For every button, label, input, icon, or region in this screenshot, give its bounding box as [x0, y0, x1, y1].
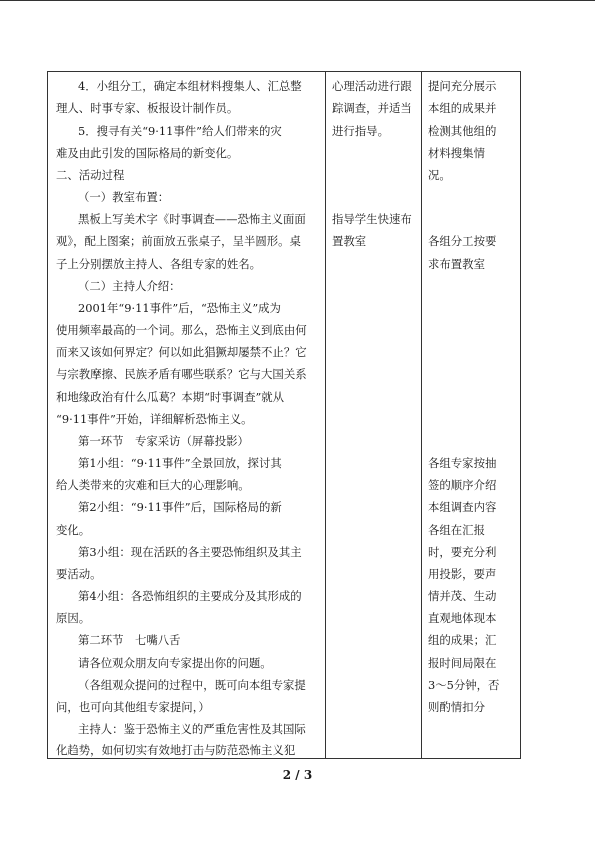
- text-line: （各组观众提问的过程中，既可向本组专家提: [78, 678, 306, 692]
- text-line: 使用频率最高的一个词。那么，恐怖主义到底由何: [56, 323, 307, 337]
- text-line: 子上分别摆放主持人、各组专家的姓名。: [56, 257, 262, 271]
- header-rule: [0, 0, 595, 1]
- text-line: 求布置教室: [428, 257, 485, 271]
- text-line: 理人、时事专家、板报设计制作员。: [56, 101, 239, 115]
- text-line: 各组专家按抽: [428, 456, 497, 470]
- text-line: 本组的成果并: [428, 101, 497, 115]
- text-line: 则酌情扣分: [428, 700, 485, 714]
- student-activity-cell: [422, 72, 521, 759]
- subsection-heading: （一）教室布置：: [78, 190, 170, 204]
- text-line: 第1小组：“9·11事件”全景回放，探讨其: [78, 456, 282, 470]
- stage-heading: 第一环节 专家采访（屏幕投影）: [78, 434, 249, 448]
- text-line: 组的成果；汇: [428, 633, 497, 647]
- activity-content-cell: [48, 72, 326, 759]
- text-line: 签的顺序介绍: [428, 478, 497, 492]
- text-line: 3～5分钟，否: [428, 678, 500, 692]
- page-number: 2 / 3: [282, 768, 313, 782]
- text-line: 第2小组：“9·11事件”后，国际格局的新: [78, 500, 282, 514]
- text-line: 5．搜寻有关“9·11事件”给人们带来的灾: [78, 124, 282, 138]
- teacher-guidance-cell: [326, 72, 422, 759]
- text-line: 2001年“9·11事件”后，“恐怖主义”成为: [78, 301, 281, 315]
- text-line: 化趋势，如何切实有效地打击与防范恐怖主义犯: [56, 743, 296, 757]
- text-line: 请各位观众朋友向专家提出你的问题。: [78, 656, 272, 670]
- section-heading: 二、活动过程: [56, 168, 125, 182]
- text-line: 时，要充分利: [428, 545, 497, 559]
- text-line: 情并茂、生动: [428, 589, 497, 603]
- text-line: 4．小组分工，确定本组材料搜集人、汇总整: [78, 79, 302, 93]
- table-row: [48, 72, 521, 759]
- subsection-heading: （二）主持人介绍：: [78, 279, 181, 293]
- text-line: 而来又该如何界定？何以如此猖獗却屡禁不止？它: [56, 345, 307, 359]
- text-line: 置教室: [332, 234, 367, 248]
- text-line: 原因。: [56, 611, 91, 625]
- text-line: 变化。: [56, 523, 91, 537]
- text-line: 主持人：鉴于恐怖主义的严重危害性及其国际: [78, 722, 306, 736]
- text-line: 和地缘政治有什么瓜葛？本期“时事调查”就从: [56, 390, 285, 404]
- text-line: 与宗教摩擦、民族矛盾有哪些联系？它与大国关系: [56, 367, 307, 381]
- text-line: 观》，配上图案；前面放五张桌子，呈半圆形。桌: [56, 234, 301, 248]
- text-line: 况。: [428, 168, 451, 182]
- text-line: 第3小组：现在活跃的各主要恐怖组织及其主: [78, 545, 302, 559]
- text-line: 各组在汇报: [428, 523, 485, 537]
- text-line: 踪调查，并适当: [332, 101, 412, 115]
- text-line: 进行指导。: [332, 124, 389, 138]
- text-line: 本组调查内容: [428, 500, 497, 514]
- text-line: 要活动。: [56, 567, 102, 581]
- text-line: 心理活动进行跟: [332, 79, 412, 93]
- stage-heading: 第二环节 七嘴八舌: [78, 633, 181, 647]
- text-line: 第4小组：各恐怖组织的主要成分及其形成的: [78, 589, 302, 603]
- text-line: 直观地体现本: [428, 611, 497, 625]
- lesson-plan-table: [47, 71, 521, 759]
- text-line: “9·11事件”开始，详细解析恐怖主义。: [56, 412, 253, 426]
- text-line: 用投影，要声: [428, 567, 497, 581]
- text-line: 材料搜集情: [428, 146, 485, 160]
- text-line: 难及由此引发的国际格局的新变化。: [56, 146, 239, 160]
- text-line: 各组分工按要: [428, 234, 497, 248]
- text-line: 提问充分展示: [428, 79, 497, 93]
- text-line: 报时间局限在: [428, 656, 497, 670]
- text-line: 指导学生快速布: [332, 212, 412, 226]
- text-line: 黑板上写美术字《时事调查——恐怖主义面面: [78, 212, 306, 226]
- text-line: 检测其他组的: [428, 124, 497, 138]
- text-line: 给人类带来的灾难和巨大的心理影响。: [56, 478, 250, 492]
- text-line: 问，也可向其他组专家提问，）: [56, 700, 210, 714]
